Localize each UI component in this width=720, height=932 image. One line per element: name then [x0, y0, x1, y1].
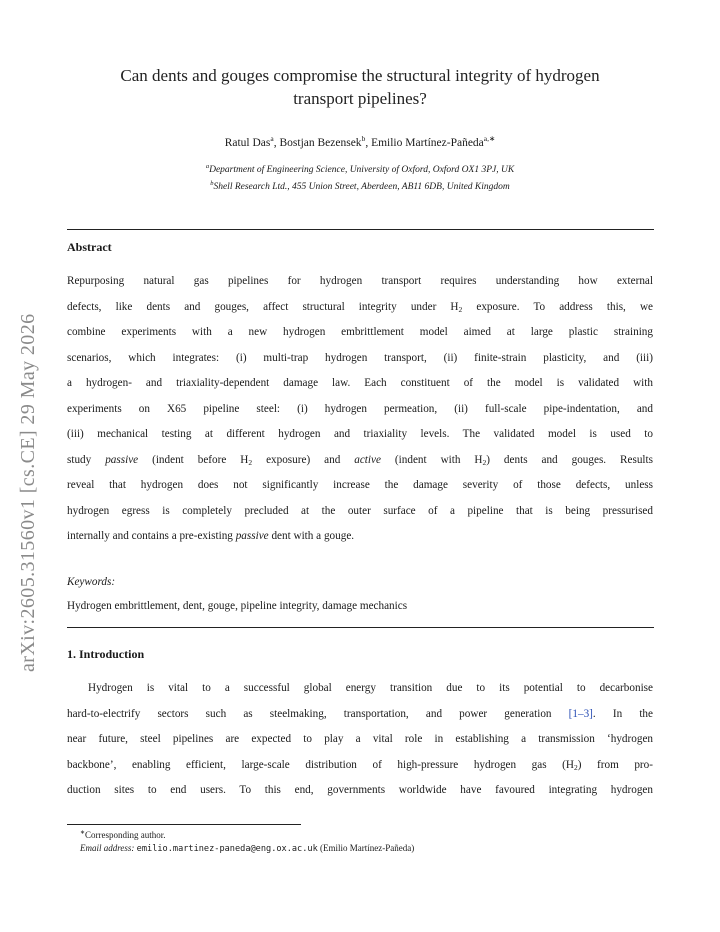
abstract-line: defects, like dents and gouges, affect structural integrity under $H_2$ exposure. To address this, we [67, 300, 653, 314]
abstract-line: experiments on X65 pipeline steel: (i) hydrogen permeation, (ii) full-scale pipe-indentation, and [67, 402, 653, 415]
abstract-line: scenarios, which integrates: (i) multi-trap hydrogen transport, (ii) finite-strain plasticity, and (iii) [67, 351, 653, 364]
author-name: Bostjan Bezensek [279, 136, 362, 149]
intro-line: backbone’, enabling efficient, large-scale distribution of high-pressure hydrogen gas $(H_2)$ from pro- [67, 758, 653, 772]
author-affil-mark: a [270, 134, 274, 143]
abstract-line: (iii) mechanical testing at different hydrogen and triaxiality levels. The validated model is used to [67, 428, 653, 440]
intro-line: duction sites to end users. To this end, governments worldwide have favoured integrating hydrogen [67, 784, 653, 796]
introduction-body [67, 676, 653, 804]
author-affil-mark: b [361, 134, 366, 143]
affiliation: $^b$Shell Research Ltd., 455 Union Street, Aberdeen, AB11 6DB, United Kingdom [210, 180, 510, 193]
affiliation: $^a$Department of Engineering Science, University of Oxford, Oxford OX1 3PJ, UK [205, 163, 515, 176]
abstract-line: hydrogen egress is completely precluded at the outer surface of a pipeline that is being pressurised [67, 504, 653, 517]
intro-line: near future, steel pipelines are expected to play a vital role in establishing a transmission ‘hydrogen [67, 733, 653, 745]
author-affil-mark: a,∗ [483, 134, 496, 143]
abstract-heading: Abstract [67, 240, 112, 254]
abstract-line: reveal that hydrogen does not significantly increase the damage severity of those defects, unless [67, 479, 653, 491]
keywords-list: Hydrogen embrittlement, dent, gouge, pipeline integrity, damage mechanics [67, 600, 408, 612]
affiliations [60, 160, 660, 194]
author-list: Ratul Das$^a$, Bostjan Bezensek$^b$, Emilio Martínez-Pañeda$^{a,∗}$ [224, 134, 496, 149]
abstract-line: Repurposing natural gas pipelines for hydrogen transport requires understanding how external [67, 275, 653, 287]
abstract-line: a hydrogen- and triaxiality-dependent damage law. Each constituent of the model is validated with [67, 377, 653, 389]
footnote-corresponding: ∗Corresponding author. [80, 830, 166, 840]
keywords-divider [67, 627, 654, 628]
keywords-label: Keywords: [67, 576, 116, 588]
top-divider [67, 229, 654, 230]
intro-line: Hydrogen is vital to a successful global energy transition due to its potential to decarbonise [88, 682, 653, 694]
title-line-2: transport pipelines? [293, 89, 427, 108]
abstract-body [67, 269, 653, 550]
title-line-1: Can dents and gouges compromise the structural integrity of hydrogen [120, 66, 600, 85]
paper-title [60, 64, 660, 110]
intro-line: hard-to-electrify sectors such as steelmaking, transportation, and power generation [1–3]. In the [67, 707, 653, 720]
abstract-line: internally and contains a pre-existing passive dent with a gouge. [67, 530, 355, 542]
author-name: Emilio Martínez-Pañeda [371, 136, 484, 149]
abstract-line: study passive (indent before $H_2$ exposure) and active (indent with $H_2$) dents and gouges. Results [67, 453, 653, 467]
footnote-divider [67, 824, 301, 825]
arxiv-identifier: arXiv:2605.31560v1 [cs.CE] 29 May 2026 [17, 313, 39, 672]
footnote-email: Email address: emilio.martinez-paneda@eng.ox.ac.uk (Emilio Martínez-Pañeda) [80, 843, 415, 854]
abstract-line: combine experiments with a new hydrogen embrittlement model aimed at large plastic straining [67, 326, 653, 338]
author-name: Ratul Das [224, 136, 271, 149]
citation-link[interactable]: [1–3] [568, 707, 593, 720]
email-address[interactable]: emilio.martinez-paneda@eng.ox.ac.uk [136, 844, 318, 854]
introduction-heading: 1. Introduction [67, 647, 145, 661]
